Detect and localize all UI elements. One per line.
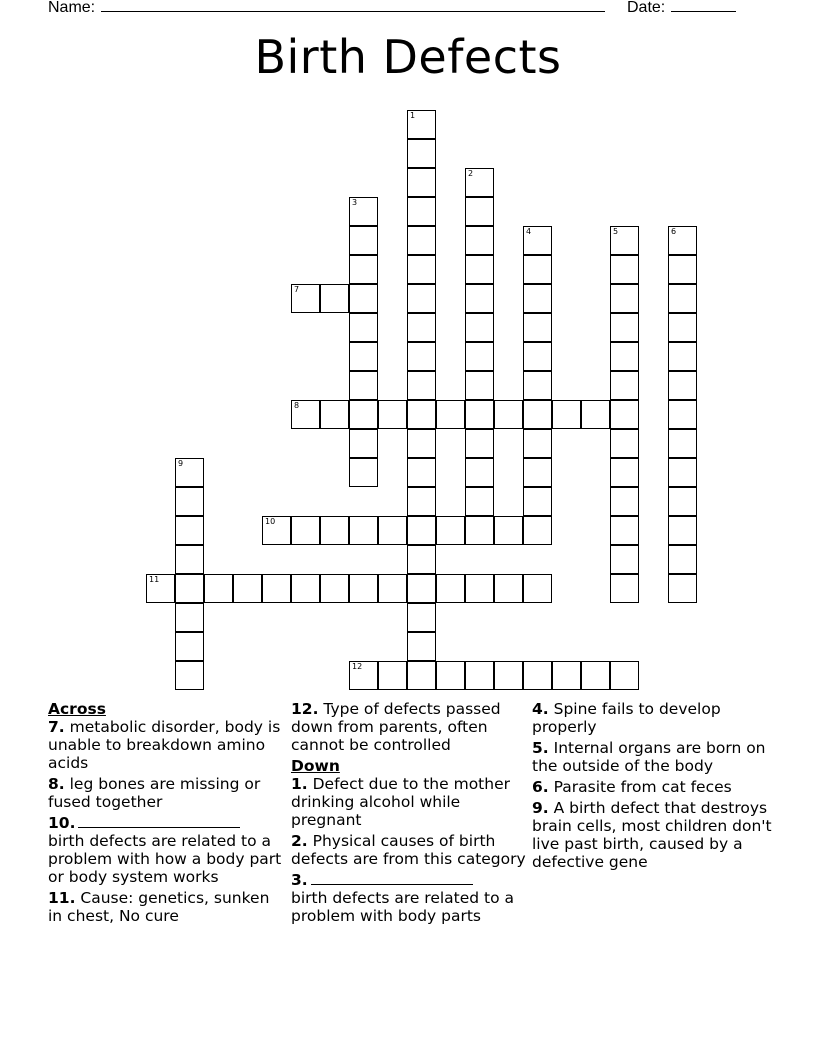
grid-cell[interactable]: [175, 603, 204, 632]
cell-number: 5: [613, 227, 619, 236]
grid-cell[interactable]: [465, 284, 494, 313]
grid-cell[interactable]: [349, 400, 378, 429]
grid-cell[interactable]: [523, 313, 552, 342]
grid-cell[interactable]: [465, 487, 494, 516]
grid-cell[interactable]: [407, 400, 436, 429]
grid-cell[interactable]: [407, 458, 436, 487]
grid-cell[interactable]: [175, 632, 204, 661]
grid-cell[interactable]: [465, 458, 494, 487]
grid-cell[interactable]: [465, 371, 494, 400]
cell-number: 6: [671, 227, 677, 236]
clue-number: 4.: [532, 700, 549, 718]
clue-across-11: [48, 889, 288, 925]
grid-cell[interactable]: [146, 574, 175, 603]
grid-cell[interactable]: [320, 516, 349, 545]
clue-number: 11.: [48, 889, 76, 907]
grid-cell[interactable]: [320, 400, 349, 429]
grid-cell[interactable]: [668, 487, 697, 516]
grid-cell[interactable]: [668, 516, 697, 545]
grid-cell[interactable]: [465, 168, 494, 197]
grid-cell[interactable]: [349, 574, 378, 603]
answer-blank: [78, 814, 240, 828]
grid-cell[interactable]: [610, 284, 639, 313]
grid-cell[interactable]: [494, 574, 523, 603]
grid-cell[interactable]: [175, 545, 204, 574]
grid-cell[interactable]: [668, 545, 697, 574]
grid-cell[interactable]: [668, 371, 697, 400]
grid-cell[interactable]: [465, 574, 494, 603]
grid-cell[interactable]: [175, 458, 204, 487]
grid-cell[interactable]: [465, 313, 494, 342]
grid-cell[interactable]: [291, 284, 320, 313]
clues-column-1: [48, 700, 288, 928]
grid-cell[interactable]: [552, 400, 581, 429]
grid-cell[interactable]: [407, 516, 436, 545]
grid-cell[interactable]: [291, 516, 320, 545]
grid-cell[interactable]: [349, 226, 378, 255]
cell-number: 10: [265, 517, 276, 526]
cell-number: 1: [410, 111, 416, 120]
grid-cell[interactable]: [523, 371, 552, 400]
cell-number: 9: [178, 459, 184, 468]
clue-number: 6.: [532, 778, 549, 796]
grid-cell[interactable]: [523, 284, 552, 313]
grid-cell[interactable]: [523, 226, 552, 255]
down-heading: Down: [291, 757, 340, 775]
clue-across-8: [48, 775, 288, 811]
grid-cell[interactable]: [436, 574, 465, 603]
grid-cell[interactable]: [175, 487, 204, 516]
grid-cell[interactable]: [204, 574, 233, 603]
grid-cell[interactable]: [378, 574, 407, 603]
grid-cell[interactable]: [610, 226, 639, 255]
grid-cell[interactable]: [407, 255, 436, 284]
grid-cell[interactable]: [465, 400, 494, 429]
clue-text: Type of defects passed down from parents, often cannot be controlled: [291, 700, 501, 754]
grid-cell[interactable]: [349, 429, 378, 458]
cell-number: 3: [352, 198, 358, 207]
clue-number: 8.: [48, 775, 65, 793]
grid-cell[interactable]: [262, 574, 291, 603]
grid-cell[interactable]: [436, 400, 465, 429]
grid-cell[interactable]: [436, 516, 465, 545]
grid-cell[interactable]: [175, 516, 204, 545]
answer-blank: [311, 871, 473, 885]
clue-down-2: [291, 832, 531, 868]
grid-cell[interactable]: [465, 342, 494, 371]
grid-cell[interactable]: [610, 661, 639, 690]
grid-cell[interactable]: [494, 400, 523, 429]
grid-cell[interactable]: [610, 313, 639, 342]
grid-cell[interactable]: [523, 661, 552, 690]
grid-cell[interactable]: [610, 458, 639, 487]
clue-text: birth defects are related to a problem with body parts: [291, 889, 515, 925]
clue-across-10: [48, 814, 288, 886]
clue-text: Physical causes of birth defects are from this category: [291, 832, 526, 868]
grid-cell[interactable]: [320, 284, 349, 313]
name-label: Name:: [48, 0, 96, 16]
grid-cell[interactable]: [407, 371, 436, 400]
grid-cell[interactable]: [668, 342, 697, 371]
grid-cell[interactable]: [523, 574, 552, 603]
grid-cell[interactable]: [233, 574, 262, 603]
page-title: Birth Defects: [254, 30, 562, 84]
grid-cell[interactable]: [610, 342, 639, 371]
grid-cell[interactable]: [610, 371, 639, 400]
grid-cell[interactable]: [552, 661, 581, 690]
clue-text: birth defects are related to a problem with how a body part or body system works: [48, 832, 282, 886]
clue-text: metabolic disorder, body is unable to breakdown amino acids: [48, 718, 281, 772]
grid-cell[interactable]: [465, 661, 494, 690]
grid-cell[interactable]: [407, 487, 436, 516]
clue-text: Cause: genetics, sunken in chest, No cure: [48, 889, 270, 925]
grid-cell[interactable]: [349, 255, 378, 284]
clue-down-3: [291, 871, 531, 925]
grid-cell[interactable]: [668, 255, 697, 284]
grid-cell[interactable]: [523, 516, 552, 545]
grid-cell[interactable]: [349, 313, 378, 342]
clue-text: Spine fails to develop properly: [532, 700, 721, 736]
grid-cell[interactable]: [378, 516, 407, 545]
grid-cell[interactable]: [175, 574, 204, 603]
grid-cell[interactable]: [407, 632, 436, 661]
grid-cell[interactable]: [668, 429, 697, 458]
grid-cell[interactable]: [581, 661, 610, 690]
grid-cell[interactable]: [668, 458, 697, 487]
grid-cell[interactable]: [407, 603, 436, 632]
grid-cell[interactable]: [523, 255, 552, 284]
clues-column-3: [532, 700, 772, 874]
grid-cell[interactable]: [465, 516, 494, 545]
clue-text: A birth defect that destroys brain cells, most children don't live past birth, caused by a defective gene: [532, 799, 772, 871]
clue-across-7: [48, 718, 288, 772]
grid-cell[interactable]: [407, 545, 436, 574]
clue-down-6: [532, 778, 772, 796]
grid-cell[interactable]: [407, 661, 436, 690]
grid-cell[interactable]: [349, 516, 378, 545]
grid-cell[interactable]: [349, 458, 378, 487]
clue-down-1: [291, 775, 531, 829]
grid-cell[interactable]: [320, 574, 349, 603]
grid-cell[interactable]: [465, 429, 494, 458]
clue-across-12: [291, 700, 531, 754]
grid-cell[interactable]: [523, 458, 552, 487]
clue-down-4: [532, 700, 772, 736]
cell-number: 12: [352, 662, 363, 671]
clue-down-5: [532, 739, 772, 775]
grid-cell[interactable]: [581, 400, 610, 429]
grid-cell[interactable]: [465, 226, 494, 255]
grid-cell[interactable]: [494, 516, 523, 545]
grid-cell[interactable]: [668, 226, 697, 255]
grid-cell[interactable]: [349, 661, 378, 690]
grid-cell[interactable]: [262, 516, 291, 545]
grid-cell[interactable]: [494, 661, 523, 690]
grid-cell[interactable]: [668, 284, 697, 313]
grid-cell[interactable]: [523, 429, 552, 458]
grid-cell[interactable]: [610, 487, 639, 516]
grid-cell[interactable]: [436, 661, 465, 690]
clue-number: 5.: [532, 739, 549, 757]
grid-cell[interactable]: [407, 429, 436, 458]
grid-cell[interactable]: [668, 313, 697, 342]
clue-number: 2.: [291, 832, 308, 850]
grid-cell[interactable]: [523, 342, 552, 371]
grid-cell[interactable]: [610, 574, 639, 603]
grid-cell[interactable]: [407, 197, 436, 226]
cell-number: 7: [294, 285, 300, 294]
grid-cell[interactable]: [407, 342, 436, 371]
clue-number: 10.: [48, 814, 76, 832]
grid-cell[interactable]: [610, 255, 639, 284]
grid-cell[interactable]: [291, 400, 320, 429]
grid-cell[interactable]: [291, 574, 320, 603]
grid-cell[interactable]: [175, 661, 204, 690]
clue-number: 9.: [532, 799, 549, 817]
date-label: Date:: [627, 0, 666, 16]
clue-number: 12.: [291, 700, 319, 718]
grid-cell[interactable]: [465, 197, 494, 226]
grid-cell[interactable]: [407, 226, 436, 255]
grid-cell[interactable]: [349, 371, 378, 400]
cell-number: 8: [294, 401, 300, 410]
clue-number: 3.: [291, 871, 308, 889]
cell-number: 11: [149, 575, 160, 584]
grid-cell[interactable]: [407, 110, 436, 139]
grid-cell[interactable]: [349, 197, 378, 226]
clue-down-9: [532, 799, 772, 871]
clue-number: 7.: [48, 718, 65, 736]
clue-text: Parasite from cat feces: [553, 778, 732, 796]
grid-cell[interactable]: [407, 139, 436, 168]
grid-cell[interactable]: [407, 168, 436, 197]
grid-cell[interactable]: [349, 284, 378, 313]
clue-text: leg bones are missing or fused together: [48, 775, 261, 811]
grid-cell[interactable]: [465, 255, 494, 284]
clue-text: Defect due to the mother drinking alcohol while pregnant: [291, 775, 510, 829]
grid-cell[interactable]: [378, 400, 407, 429]
grid-cell[interactable]: [523, 487, 552, 516]
grid-cell[interactable]: [407, 313, 436, 342]
clue-number: 1.: [291, 775, 308, 793]
across-heading: Across: [48, 700, 106, 718]
grid-cell[interactable]: [610, 516, 639, 545]
grid-cell[interactable]: [349, 342, 378, 371]
grid-cell[interactable]: [407, 574, 436, 603]
clues-column-2: [291, 700, 531, 928]
grid-cell[interactable]: [523, 400, 552, 429]
clue-text: Internal organs are born on the outside of the body: [532, 739, 766, 775]
grid-cell[interactable]: [407, 284, 436, 313]
grid-cell[interactable]: [378, 661, 407, 690]
cell-number: 4: [526, 227, 532, 236]
grid-cell[interactable]: [668, 574, 697, 603]
grid-cell[interactable]: [610, 429, 639, 458]
grid-cell[interactable]: [610, 400, 639, 429]
grid-cell[interactable]: [668, 400, 697, 429]
grid-cell[interactable]: [610, 545, 639, 574]
cell-number: 2: [468, 169, 474, 178]
